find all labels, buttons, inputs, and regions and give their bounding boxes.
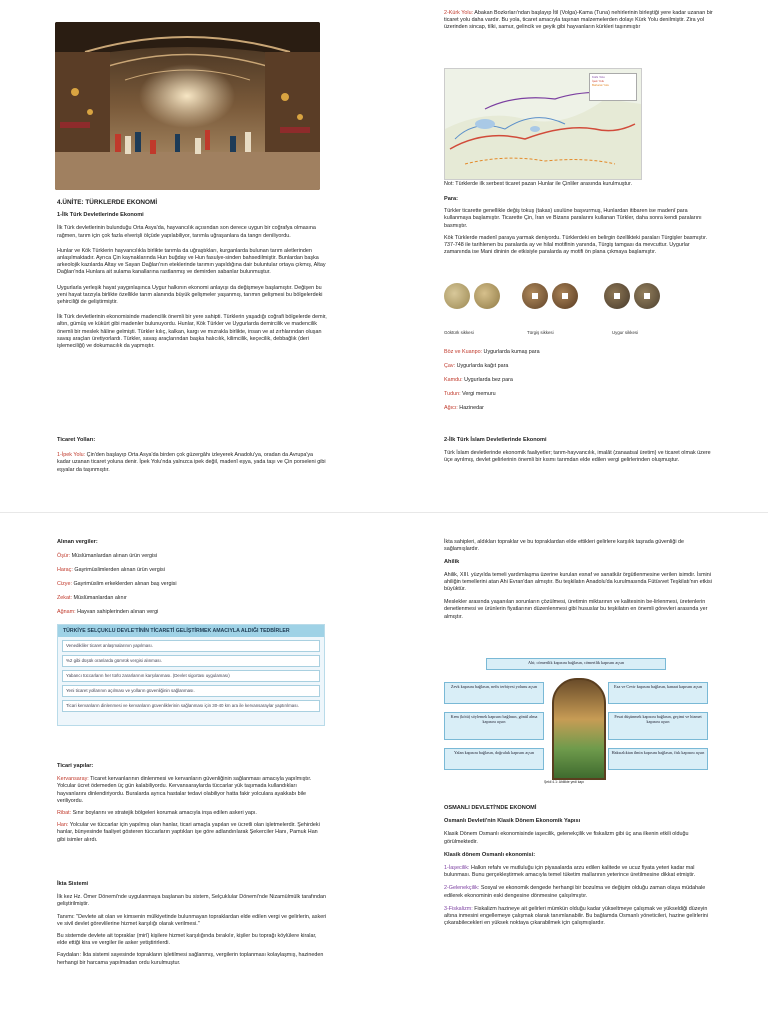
ipek-yolu-label: 1-İpek Yolu: [57, 452, 86, 459]
tax-label: Cizye: [57, 581, 72, 587]
door-illustration [552, 678, 606, 780]
trade-routes-title: Ticaret Yolları: [57, 437, 96, 443]
term-label: Tudun: [444, 391, 461, 397]
kurk-yolu-text: Abakan Bozkırları'ndan başlayıp İtil (Volga)-Kama (Tuna) nehirlerinin birleştiği yere kadar uzanan bir ticaret yolu daha vardır. Bu yola, ticaret amacıyla taşınan malzemelerden dolayı Kürk Yolu denilmiştir. Zira yol üzerinden sincap, tilki, samur, gelincik ve geyik gibi hayvanların kürkleri taşınmıştır [444, 10, 713, 31]
ahi-right-box: Fesat düşünmek kapısını bağlasın, geçimi ve hizmet kapısını açsın [608, 712, 708, 740]
term-label: Kamdu: [444, 377, 463, 383]
turgis-coin-2 [552, 283, 578, 309]
ahi-top-box: Ahi; cömertlik kapısını bağlasın, cömertlik kapısını açsın [486, 658, 666, 670]
ahi-right-box: Haksızlıktan ilmin kapısını bağlasın, fisk kapısını açsın [608, 748, 708, 770]
gokturk-coin-2 [474, 283, 500, 309]
osmanli-list-title: Klasik dönem Osmanlı ekonomisi: [444, 851, 536, 858]
ahi-left-box: Zevk kapısını bağlasın, nefis terbiyesi yolunu açsın [444, 682, 544, 704]
left-paragraph-3: Uygurlarla yerleşik hayat yaygınlaşınca Uygur halkının ekonomi anlayışı da değişmeye başlamıştır. Değişen bu yeni hayat tarzıyla birlikte özellikle tarım alanında büyük gelişmeler yaşanmış, tarımın gelişmesi bu bölgelerdeki şehirciliği de geliştirmiştir. [57, 284, 323, 306]
kervansaray-text: Ticaret kervanlarının dinlenmesi ve kervanların güvenliğinin sağlanması amacıyla yapılmıştır. Yolcular ücret ödemeden üç gün kalabiliyordu. Kervansaraylarda tüccarlar yük taşımada kullandıkları hayvanlarını dinlendiriyordu. Buralarda ayrıca hastalar tedavi olabiliyor hatta fakir yolculara ayakkabı bile veriliyordu. [57, 776, 312, 804]
ikta-paragraph-1: İlk kez Hz. Ömer Dönemi'nde uygulanmaya başlanan bu sistem, Selçuklular Dönemi'nde Nizamülmülk tarafından geliştirilmiştir. [57, 894, 327, 908]
ahi-caption: Şekil 4.1: Ahilikte yedi kapı [544, 780, 585, 784]
table-row: Yeni ticaret yollarının açılması ve yolların güvenliğinin sağlanması. [62, 685, 320, 697]
trade-routes-map [444, 68, 642, 180]
term-label: Çav: [444, 363, 456, 369]
ribat-text: Sınır boylarını ve stratejik bölgeleri korumak amacıyla inşa edilen askeri yapı. [71, 810, 257, 817]
han-text: Yolcular ve tüccarlar için yapılmış olan hanlar, ticari amaçla yapılan ve ücretli olan işletmelerdir. Şehirdeki hanlar, bünyesinde faaliyet gösteren tüccarların yaptıkları işe göre adlandırılarak Şekerciler Hanı, Pamuk Han gibi isimler alırdı. [57, 822, 320, 843]
gelenekcilik-label: 2-Gelenekçilik: [444, 885, 480, 892]
ikta-paragraph-4: Faydaları: İkta sistemi sayesinde toprakların işletilmesi sağlanmış, vergilerin toplanması kolaylaşmış, hazineden herhangi bir harcama yapılmadan ordu kurulmuştur. [57, 952, 324, 966]
tax-item [57, 567, 327, 574]
tax-def: Gayrimüslimlerden alınan ürün vergisi [72, 567, 165, 573]
ahilik-seven-doors-diagram [444, 658, 708, 788]
ribat-label: Ribat: [57, 810, 72, 817]
money-terms [444, 349, 714, 419]
tax-def: Müslümanlardan alınır [71, 595, 127, 601]
ahi-right-box: Eza ve Cevir kapısını bağlasın, kanaat kapısını açsın [608, 682, 708, 704]
para-section [444, 196, 714, 261]
term-label: Ağıcı: [444, 405, 458, 411]
uygur-coin-1 [604, 283, 630, 309]
fiskalizm-label: 3-Fiskalizm: [444, 905, 473, 912]
term-item [444, 391, 714, 398]
ikta-section [57, 881, 327, 972]
turgis-coin-1 [522, 283, 548, 309]
ticari-yapilar-title: Ticari yapılar: [57, 763, 94, 769]
term-def: Uygurlarda kağıt para [455, 363, 509, 369]
term-item [444, 405, 714, 412]
kervansaray-label: Kervansaray: [57, 776, 89, 783]
map-legend [589, 73, 637, 101]
gelenekcilik-text: Sosyal ve ekonomik dengede herhangi bir bozulma ve değişim olduğu zaman olaya müdahale edilerek ekonominin eski dengesine dönmesine çalışılmıştır. [444, 885, 706, 899]
not-text: Not: Türklerde ilk serbest ticaret pazarı Hunlar ile Çinliler arasında kurulmuştur. [444, 181, 633, 187]
tax-def: Gayrimüslim erkeklerden alınan baş vergisi [71, 581, 177, 587]
first-section-title: 1-İlk Türk Devletlerinde Ekonomi [57, 212, 144, 219]
fiskalizm-text: Fiskalizm hazineye ait gelirleri mümkün olduğu kadar yükseltmeye çalışmak ve yükseldiği düzeyin altına inmesini engellemeye çalışmak olarak tanımlanabilir. Bu bağlamda Osmanlı yöneticileri, hazine gelirlerini çıkarabilecekleri en yüksek noktaya çıkarabilmek için çalışmışlardır. [444, 905, 708, 927]
selcuklu-measures-table [57, 624, 325, 726]
bazaar-painting [55, 22, 320, 190]
table-row: Ticari kervanların dinlenmesi ve kervanların güvenliklerinin sağlanması için 30-40 km ara ile kervansaraylar yaptırılması. [62, 700, 320, 712]
ikta-paragraph-3: Bu sistemde devlete ait topraklar (mirî) kişilere hizmet karşılığında bırakılır, kişiler bu toprağı köylülere kiralar, elde ettiği kira ve vergiler ile asker yetiştirirlerdi. [57, 933, 317, 947]
page-2 [0, 512, 768, 1025]
islam-economy-section [444, 437, 714, 470]
ticari-yapilar-section [57, 763, 327, 849]
tax-label: Öşür: [57, 553, 71, 559]
islam-economy-text: Türk İslam devletlerinde ekonomik faaliyetler; tarım-hayvancılık, imalât (zanaatsal üretim) ve ticaret olmak üzere üçe ayrılmış, devlet gelirlerinin önemli bir kısmı tarımdan elde edilen vergi gelirlerinden oluşmuştur. [444, 450, 711, 464]
tax-def: Hayvan sahiplerinden alınan vergi [75, 609, 159, 615]
trade-routes-section [57, 437, 327, 479]
legend-kurk: Kürk Yolu [592, 75, 605, 79]
han-paragraph [57, 822, 327, 844]
left-paragraph-2: Hunlar ve Kök Türklerin hayvancılıkla birlikte tarımla da uğraştıkları, kurganlarda bulunan tarım aletlerinden anlaşılmaktadır. Ayrıca Çin kaynaklarında Hun buğday ve Hun fasulye-sinden bahsedilmiştir. Bunlardan başka arkeolojik kazılarda Altay ve Sayan Dağları'nın eteklerinde tarımın yapıldığına dair buluntular ortaya çıkmış, Altay Dağları'nda Hunlara ait sulama kanallarına rastlanmış ve demirden sabanlar bulunmuştur. [57, 247, 326, 276]
left-column [57, 199, 327, 358]
left-paragraph-4: İlk Türk devletlerinin ekonomisinde madencilik önemli bir yere sahipti. Türklerin yaşadığı coğrafi bölgelerde demir, altın, gümüş ve kükürt gibi madenler bulunuyordu. Hunlar, Kök Türkler ve Uygurlarda demircilik ve madencilik önemli bir meslek hâline gelmişti. Türkler kılıç, kalkan, kargı ve mızrakla birlikte, insan ve at zırhlarından oluşan savaş araçları üretiyorlardı. Türkler, savaş araçlarından başka halıcılık, kilimcilik, keçecilik, debbağlık (deri işlemeciliği) ve dokumacılık da yapmıştır. [57, 314, 327, 350]
tax-item [57, 609, 327, 616]
coin-caption-gokturk: Göktürk sikkesi [444, 330, 474, 335]
kervansaray-paragraph [57, 776, 327, 805]
fiskalizm-paragraph [444, 906, 714, 928]
taxes-title: Alınan vergiler: [57, 539, 98, 545]
ikta-title: İkta Sistemi [57, 881, 89, 887]
iasecilik-paragraph [444, 865, 714, 879]
osmanli-section [444, 805, 714, 932]
para-paragraph-1: Türkler ticarette genellikle değiş tokuş (takas) usulüne başvurmuş, Hunlardan itibaren ise madenî para kullanmaya başlamıştır. Ticarette Çin, İran ve Bizans paralarını kullanan Türkler, daha sonra kendi paralarını basmıştır. [444, 208, 702, 229]
kurk-yolu-paragraph [444, 10, 714, 32]
legend-baharat: Baharat Yolu [592, 83, 610, 87]
term-item [444, 363, 714, 370]
page-1 [0, 0, 768, 512]
gelenekcilik-paragraph [444, 885, 714, 899]
tax-item [57, 595, 327, 602]
unit-title: 4.ÜNİTE: TÜRKLERDE EKONOMİ [57, 199, 158, 206]
right-column-top [444, 539, 714, 626]
ahilik-title: Ahilik [444, 559, 460, 566]
ipek-yolu-paragraph [57, 452, 327, 474]
coin-caption-uygur: Uygur sikkesi [612, 330, 639, 335]
gokturk-coin-1 [444, 283, 470, 309]
term-def: Vergi memuru [460, 391, 496, 397]
term-def: Uygurlarda kumaş para [482, 349, 540, 355]
tax-label: Haraç: [57, 567, 73, 573]
term-def: Uygurlarda bez para [462, 377, 513, 383]
ahi-left-box: Kem (kötü) söylemek kapısını bağlasın, gönül alma kapısını açsın [444, 712, 544, 740]
tax-label: Ağnam: [57, 609, 76, 615]
tax-item [57, 553, 327, 560]
taxes-section [57, 539, 327, 623]
term-item [444, 377, 714, 384]
ikta-paragraph-2: Tanımı: "Devlete ait olan ve kimsenin mülkiyetinde bulunmayan topraklardan elde edilen vergi ve gelirlerin, askeri ve sivil devlet görevlilerine hizmet karşılığı olarak verilmesi." [57, 913, 327, 927]
left-paragraph-1: İlk Türk devletlerinin bulunduğu Orta Asya'da, hayvancılık açısından son derece uygun bir coğrafya olmasına rağmen, tarım için çok fazla elverişli ölçüde yapılabiliyor, tarımla uğraşanlara da tangrı deniliyordu. [57, 225, 316, 239]
coin-images [444, 283, 704, 321]
iasecilik-label: 1-İaşecilik: [444, 865, 470, 872]
term-label: Böz ve Kuanpo: [444, 349, 483, 355]
term-def: Hazinedar [457, 405, 484, 411]
osmanli-title: OSMANLI DEVLETİ'NDE EKONOMİ [444, 805, 537, 811]
tax-item [57, 581, 327, 588]
osmanli-subtitle: Osmanlı Devleti'nin Klasik Dönem Ekonomik Yapısı [444, 818, 581, 825]
ribat-paragraph [57, 810, 327, 817]
table-row: Venedikliler ticaret anlaşmalarının yapılması. [62, 640, 320, 652]
osmanli-paragraph-1: Klasik Dönem Osmanlı ekonomisinde iaşecilik, gelenekçilik ve fiskalizm gibi üç ana ilkenin etkili olduğu görülmektedir. [444, 831, 689, 845]
ahilik-paragraph-2: Meslekler arasında yaşanılan sorunların çözülmesi, üretimin miktarının ve kalitesinin be-lirlenmesi, üretenlerin denetlenmesi ve ürünlerin fiyatlarının düzenlenmesi gibi hususlar bu teşkilatın en önemli görevleri arasında yer almıştır. [444, 599, 708, 620]
para-paragraph-2: Kök Türklerde madenî paraya yarmak deniyordu. Türklerdeki en belirgin özellikteki paraları Türgişler basmıştır. 737-748 ile tarihlenen bu paralarda ay ve hilal motifinin yanında, Türgiş tamgası da mevcuttur. Uygurlar zamanında ise Mani dininin de etkisiyle paralarda ay motifi ön plana çıkmaya başlamıştır. [444, 234, 708, 256]
coin-caption-turgis: Türgiş sikkesi [527, 330, 554, 335]
kurk-yolu-label: 2-Kürk Yolu: [444, 10, 474, 16]
legend-ipek: İpek Yolu [592, 79, 605, 83]
term-item [444, 349, 714, 356]
ipek-yolu-text: Çin'den başlayıp Orta Asya'da birden çok güzergâhı izleyerek Anadolu'ya, oradan da Avrupa'ya kadar uzanan ticaret yoluna denir. İpek Yolu'nda yalnızca ipek değil, madenî eşya, yada taşı ve Çin porseleni gibi eşyalar da taşınmıştır. [57, 452, 326, 473]
iasecilik-text: Halkın refahı ve mutluluğu için piyasalarda arzu edilen kalitede ve ucuz fiyata yeteri kadar mal bulunması. Bunu gerçekleştirmek amacıyla temel tüketim mallarının yeterince üretilmesine dikkat etmiştir. [444, 865, 696, 879]
uygur-coin-2 [634, 283, 660, 309]
ikta-owners-paragraph: İkta sahipleri, aldıkları topraklar ve bu topraklardan elde ettikleri gelirlere karşılık taşrada güvenliği de sağlamışlardır. [444, 539, 685, 553]
islam-economy-title: 2-İlk Türk İslam Devletlerinde Ekonomi [444, 437, 547, 443]
ahi-left-box: Yalan kapısını bağlasın, doğruluk kapısını açsın [444, 748, 544, 770]
tax-def: Müslümanlardan alınan ürün vergisi [70, 553, 158, 559]
table-title: TÜRKİYE SELÇUKLU DEVLE'TİNİN TİCARETİ GELİŞTİRMEK AMACIYLA ALDIĞI TEDBİRLER [58, 625, 324, 637]
han-label: Han: [57, 822, 69, 829]
table-row: %2 gibi düşük oranlarda gümrük vergisi alınması. [62, 655, 320, 667]
tax-label: Zekat: [57, 595, 72, 601]
para-title: Para: [444, 196, 458, 202]
not-line [444, 181, 714, 188]
table-row: Yabancı tüccarların her türlü zararlarının karşılanması. (Devlet sigortası uygulaması) [62, 670, 320, 682]
ahilik-paragraph-1: Ahilik, XIII. yüzyılda temeli yardımlaşma üzerine kurulan esnaf ve sanatkâr örgütlenmesine verilen isimdir. İsmini ahiliğin temellerini atan Ahi Evran'dan almıştır. Bu teşkilatın Anadolu'da kurulmasında Fütüvvet Teşkilatı'nın etkisi büyüktür. [444, 571, 712, 593]
